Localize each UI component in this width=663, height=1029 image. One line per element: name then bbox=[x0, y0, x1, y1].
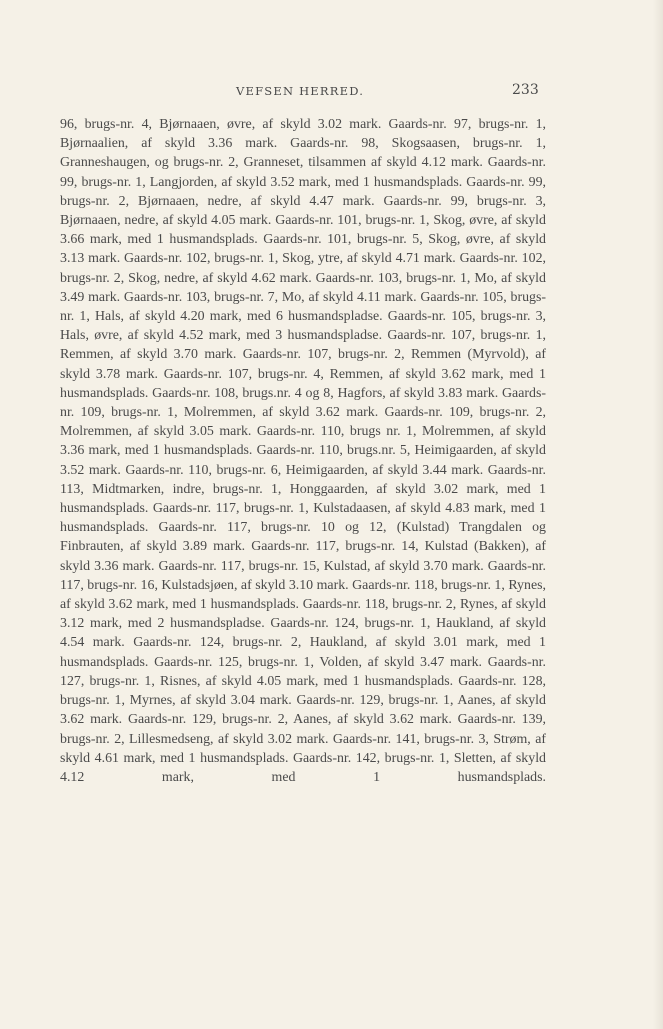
page-number: 233 bbox=[512, 82, 539, 98]
body-paragraph: 96, brugs-nr. 4, Bjørnaaen, øvre, af skyld 3.02 mark. Gaards-nr. 97, brugs-nr. 1, Bjørnaalien, af skyld 3.36 mark. Gaards-nr. 98, Skogsaasen, brugs-nr. 1, Granneshaugen, og brugs-nr. 2, Granneset, tilsammen af skyld 4.12 mark. Gaards-nr. 99, brugs-nr. 1, Langjorden, af skyld 3.52 mark, med 1 husmandsplads. Gaards-nr. 99, brugs-nr. 2, Bjørnaaen, nedre, af skyld 4.47 mark. Gaards-nr. 99, brugs-nr. 3, Bjørnaaen, nedre, af skyld 4.05 mark. Gaards-nr. 101, brugs-nr. 1, Skog, øvre, af skyld 3.66 mark, med 1 husmandsplads. Gaards-nr. 101, brugs-nr. 5, Skog, øvre, af skyld 3.13 mark. Gaards-nr. 102, brugs-nr. 1, Skog, ytre, af skyld 4.71 mark. Gaards-nr. 102, brugs-nr. 2, Skog, nedre, af skyld 4.62 mark. Gaards-nr. 103, brugs-nr. 1, Mo, af skyld 3.49 mark. Gaards-nr. 103, brugs-nr. 7, Mo, af skyld 4.11 mark. Gaards-nr. 105, brugs-nr. 1, Hals, af skyld 4.20 mark, med 6 husmandspladse. Gaards-nr. 105, brugs-nr. 3, Hals, øvre, af skyld 4.52 mark, med 3 husmandspladse. Gaards-nr. 107, brugs-nr. 1, Remmen, af skyld 3.70 mark. Gaards-nr. 107, brugs-nr. 2, Remmen (Myrvold), af skyld 3.78 mark. Gaards-nr. 107, brugs-nr. 4, Remmen, af skyld 3.62 mark, med 1 husmandsplads. Gaards-nr. 108, brugs.nr. 4 og 8, Hagfors, af skyld 3.83 mark. Gaards-nr. 109, brugs-nr. 1, Molremmen, af skyld 3.62 mark. Gaards-nr. 109, brugs-nr. 2, Molremmen, af skyld 3.05 mark. Gaards-nr. 110, brugs nr. 1, Molremmen, af skyld 3.36 mark, med 1 husmandsplads. Gaards-nr. 110, brugs.nr. 5, Heimigaarden, af skyld 3.52 mark. Gaards-nr. 110, brugs-nr. 6, Heimigaarden, af skyld 3.44 mark. Gaards-nr. 113, Midtmarken, indre, brugs-nr. 1, Honggaarden, af skyld 3.02 mark, med 1 husmandsplads. Gaards-nr. 117, brugs-nr. 1, Kulstadaasen, af skyld 4.83 mark, med 1 husmandsplads. Gaards-nr. 117, brugs-nr. 10 og 12, (Kulstad) Trangdalen og Finbrauten, af skyld 3.89 mark. Gaards-nr. 117, brugs-nr. 14, Kulstad (Bakken), af skyld 3.36 mark. Gaards-nr. 117, brugs-nr. 15, Kulstad, af skyld 3.70 mark. Gaards-nr. 117, brugs-nr. 16, Kulstadsjøen, af skyld 3.10 mark. Gaards-nr. 118, brugs-nr. 1, Rynes, af skyld 3.62 mark, med 1 husmandsplads. Gaards-nr. 118, brugs-nr. 2, Rynes, af skyld 3.12 mark, med 2 husmandspladse. Gaards-nr. 124, brugs-nr. 1, Haukland, af skyld 4.54 mark. Gaards-nr. 124, brugs-nr. 2, Haukland, af skyld 3.01 mark, med 1 husmandsplads. Gaards-nr. 125, brugs-nr. 1, Volden, af skyld 3.47 mark. Gaards-nr. 127, brugs-nr. 1, Risnes, af skyld 4.05 mark, med 1 husmandsplads. Gaards-nr. 128, brugs-nr. 1, Myrnes, af skyld 3.04 mark. Gaards-nr. 129, brugs-nr. 1, Aanes, af skyld 3.62 mark. Gaards-nr. 129, brugs-nr. 2, Aanes, af skyld 3.62 mark. Gaards-nr. 139, brugs-nr. 2, Lillesmedseng, af skyld 3.02 mark. Gaards-nr. 141, brugs-nr. 3, Strøm, af skyld 4.61 mark, med 1 husmandsplads. Gaards-nr. 142, brugs-nr. 1, Sletten, af skyld 4.12 mark, med 1 husmandsplads. bbox=[60, 117, 546, 785]
running-title: VEFSEN HERRED. bbox=[236, 84, 365, 98]
page-header bbox=[0, 84, 663, 104]
body-text bbox=[60, 115, 546, 920]
